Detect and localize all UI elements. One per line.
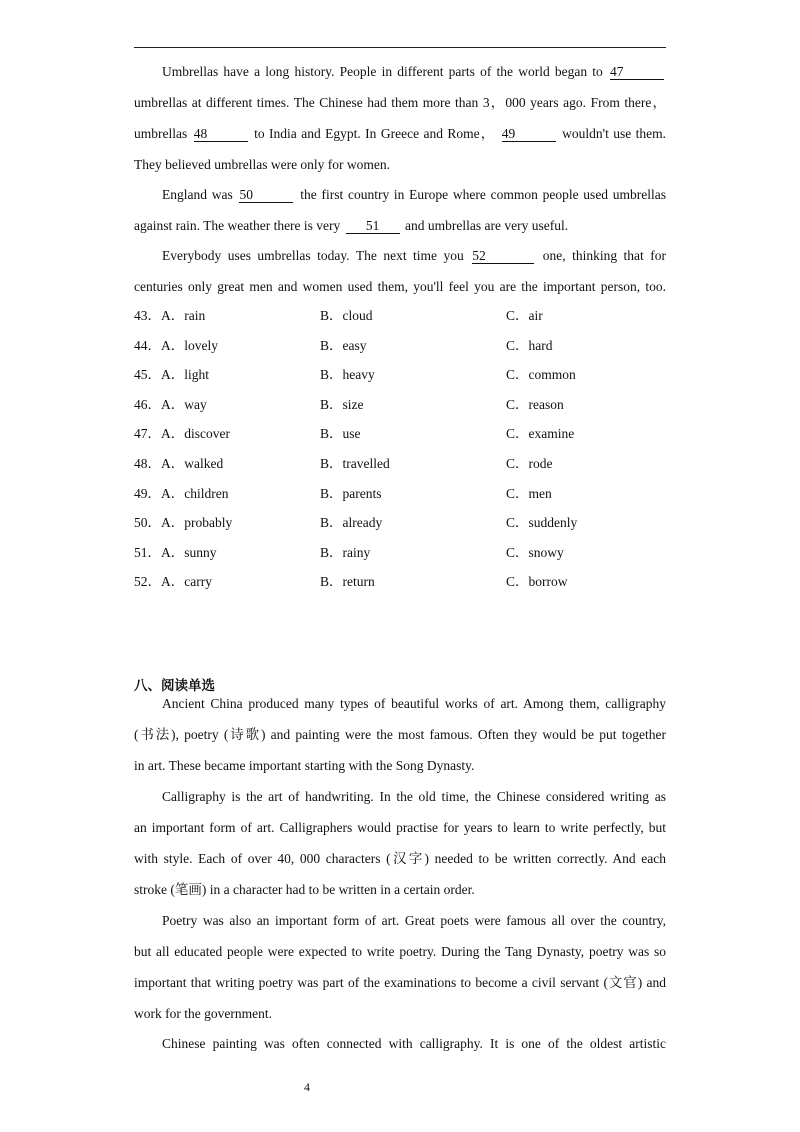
passage-line: They believed umbrellas were only for women. xyxy=(134,157,391,172)
passage-line: (书法), poetry (诗歌) and painting were the most famous. Often they would be put together xyxy=(134,727,666,742)
option-a[interactable]: 51．A．sunny xyxy=(134,544,217,560)
option-b[interactable]: B．easy xyxy=(320,337,367,353)
page-number: 4 xyxy=(304,1080,310,1094)
text: one, thinking that for xyxy=(542,248,667,263)
option-b[interactable]: B．already xyxy=(320,515,383,531)
option-a[interactable]: 45．A．light xyxy=(134,367,210,383)
question-row xyxy=(134,572,666,592)
option-c[interactable]: C．borrow xyxy=(506,574,568,590)
passage-line: in art. These became important starting with the Song Dynasty. xyxy=(134,758,475,773)
passage-line: Chinese painting was often connected with calligraphy. It is one of the oldest artistic xyxy=(162,1036,666,1051)
passage-line: umbrellas at different times. The Chinese had them more than 3，000 years ago. From there， xyxy=(134,95,666,110)
option-a[interactable]: 52．A．carry xyxy=(134,574,212,590)
option-a[interactable]: 49．A．children xyxy=(134,485,229,501)
passage-line: stroke (笔画) in a character had to be written in a certain order. xyxy=(134,882,475,897)
option-c[interactable]: C．air xyxy=(506,308,543,323)
option-c[interactable]: C．rode xyxy=(506,456,553,471)
option-b[interactable]: B．rainy xyxy=(320,544,371,560)
option-c[interactable]: C．hard xyxy=(506,337,553,353)
option-a[interactable]: 47．A．discover xyxy=(134,426,230,442)
option-b[interactable]: B．parents xyxy=(320,485,382,501)
option-c[interactable]: C．reason xyxy=(506,396,564,412)
option-c[interactable]: C．suddenly xyxy=(506,515,578,531)
option-c[interactable]: C．men xyxy=(506,485,552,501)
blank-48: 48 xyxy=(194,126,248,142)
passage-line xyxy=(162,246,666,266)
option-c[interactable]: C．common xyxy=(506,367,576,383)
option-a[interactable]: 48．A．walked xyxy=(134,456,224,471)
text: the first country in Europe where common people used umbrellas xyxy=(300,187,667,202)
blank-50: 50 xyxy=(239,187,293,203)
text: wouldn't use them. xyxy=(562,126,667,141)
passage-line xyxy=(162,62,666,82)
question-row xyxy=(134,454,666,474)
option-a[interactable]: 43．A．rain xyxy=(134,308,206,323)
passage-line: but all educated people were expected to write poetry. During the Tang Dynasty, poetry was so xyxy=(134,944,666,959)
option-a[interactable]: 50．A．probably xyxy=(134,515,233,531)
blank-49: 49 xyxy=(502,126,556,142)
passage-line: Calligraphy is the art of handwriting. In the old time, the Chinese considered writing as xyxy=(162,789,666,804)
passage-line xyxy=(162,185,666,205)
question-row xyxy=(134,513,666,533)
passage-line: Poetry was also an important form of art. Great poets were famous all over the country, xyxy=(162,913,666,928)
passage-line: important that writing poetry was part of the examinations to become a civil servant (文官) and xyxy=(134,975,666,990)
option-c[interactable]: C．snowy xyxy=(506,544,564,560)
option-a[interactable]: 46．A．way xyxy=(134,396,207,412)
text: Umbrellas have a long history. People in different parts of the world began to xyxy=(162,64,603,79)
section-title: 八、阅读单选 xyxy=(134,678,215,694)
blank-52: 52 xyxy=(472,248,534,264)
question-row xyxy=(134,424,666,444)
text: and umbrellas are very useful. xyxy=(405,218,569,233)
blank-47: 47 xyxy=(610,64,664,80)
passage-line: with style. Each of over 40, 000 characters (汉字) needed to be written correctly. And each xyxy=(134,851,666,866)
option-b[interactable]: B．return xyxy=(320,574,375,590)
option-b[interactable]: B．heavy xyxy=(320,367,375,383)
passage-line: work for the government. xyxy=(134,1006,272,1021)
option-b[interactable]: B．cloud xyxy=(320,308,373,323)
passage-line xyxy=(134,216,666,236)
option-c[interactable]: C．examine xyxy=(506,426,575,442)
question-row xyxy=(134,365,666,385)
passage-line xyxy=(134,124,666,144)
header-rule xyxy=(134,47,666,48)
option-a[interactable]: 44．A．lovely xyxy=(134,337,218,353)
option-b[interactable]: B．use xyxy=(320,426,361,442)
passage-line: Ancient China produced many types of beautiful works of art. Among them, calligraphy xyxy=(162,696,666,711)
text: umbrellas xyxy=(134,126,188,141)
blank-51: 51 xyxy=(346,218,400,234)
passage-line: an important form of art. Calligraphers would practise for years to learn to write perfectly, but xyxy=(134,820,666,835)
option-b[interactable]: B．travelled xyxy=(320,456,390,471)
option-b[interactable]: B．size xyxy=(320,396,364,412)
passage-line: centuries only great men and women used them, you'll feel you are the important person, too. xyxy=(134,279,666,294)
question-row xyxy=(134,484,666,504)
text: England was xyxy=(162,187,233,202)
question-row xyxy=(134,306,666,326)
text: Everybody uses umbrellas today. The next time you xyxy=(162,248,464,263)
question-row xyxy=(134,543,666,563)
text: to India and Egypt. In Greece and Rome， xyxy=(254,126,496,141)
question-row xyxy=(134,336,666,356)
text: against rain. The weather there is very xyxy=(134,218,341,233)
question-row xyxy=(134,395,666,415)
